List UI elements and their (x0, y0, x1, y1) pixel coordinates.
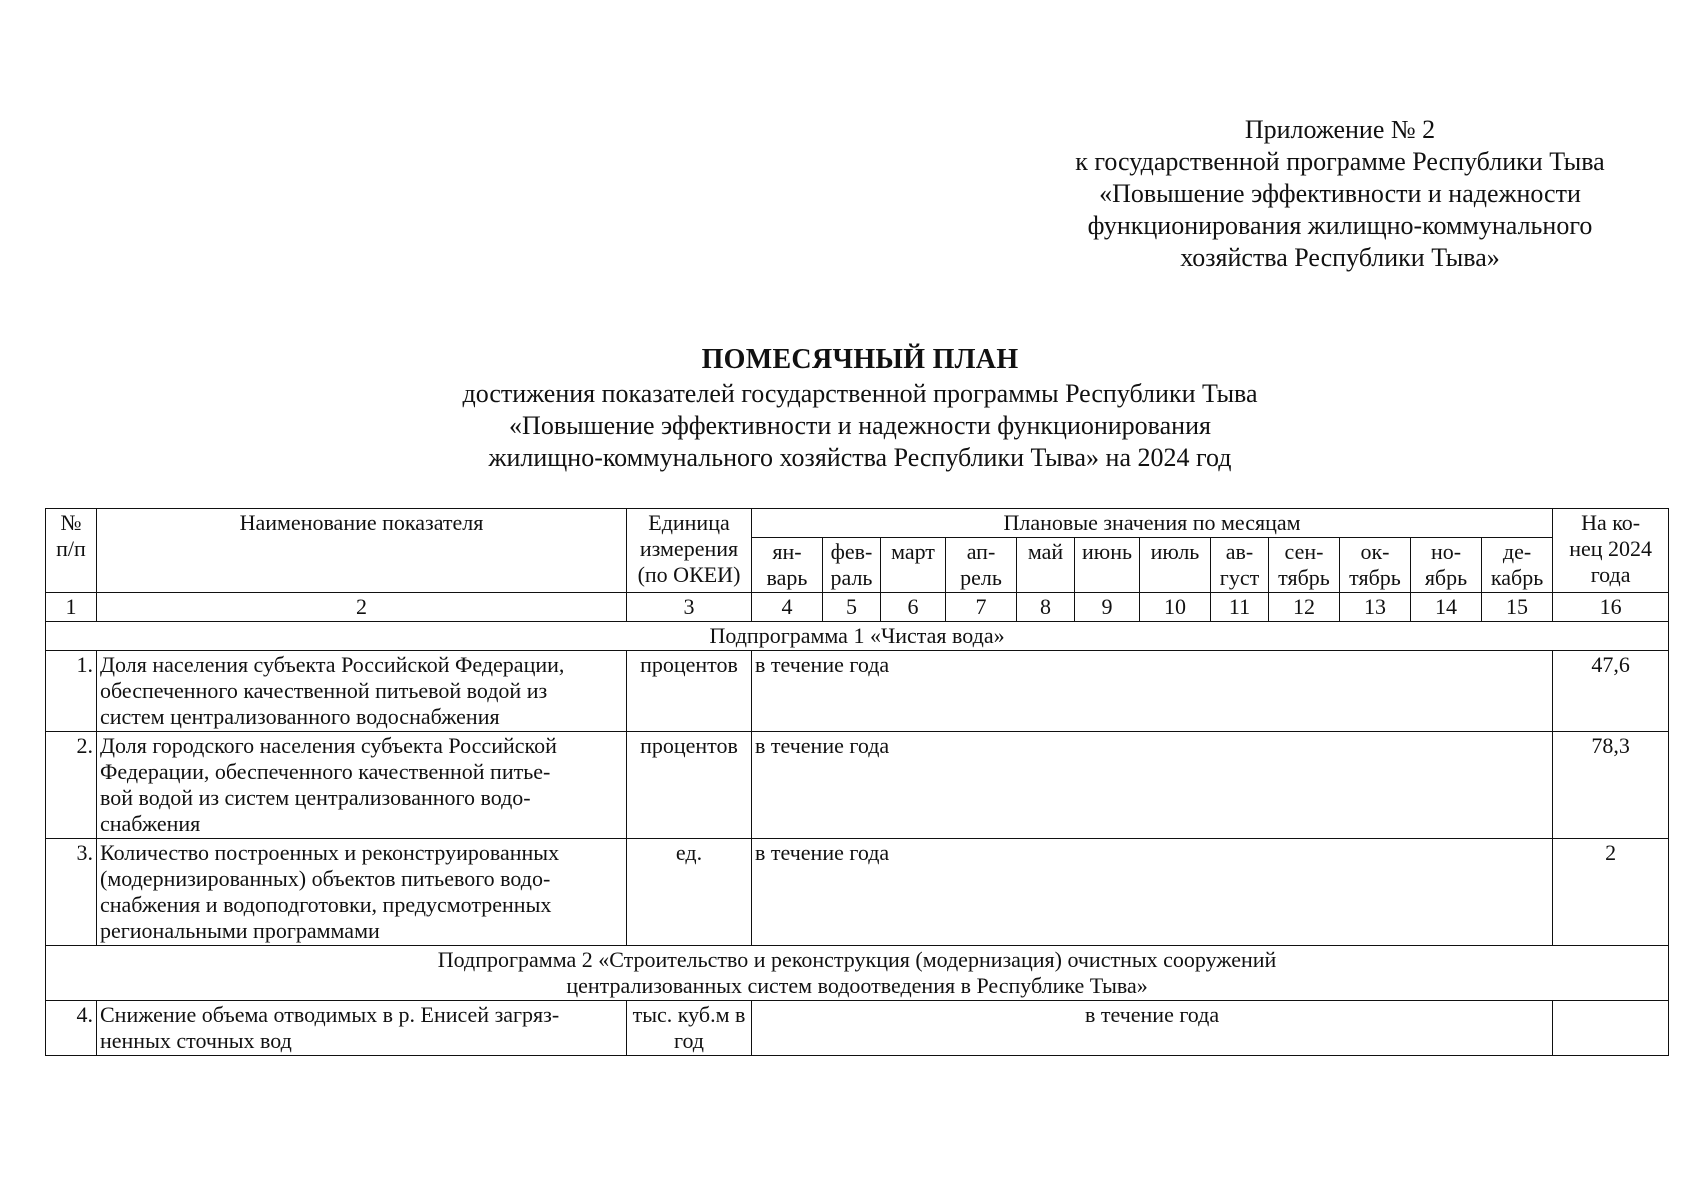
appendix-block (1050, 114, 1630, 274)
indicator-name-line: снабжения и водоподготовки, предусмотренных (100, 892, 552, 917)
unit-cell: тыс. куб.м в год (627, 1001, 752, 1056)
month-text: июль (1150, 539, 1200, 564)
indicator-name (97, 839, 627, 946)
month-text: но- (1430, 539, 1462, 564)
appendix-line: к государственной программе Республики Тыва (1075, 147, 1605, 176)
header-num (46, 509, 97, 593)
header-text: На ко- (1581, 510, 1641, 535)
month-text: май (1027, 539, 1064, 564)
month-text: ав- (1225, 539, 1254, 564)
col-number: 2 (97, 593, 627, 622)
title-line: «Повышение эффективности и надежности функционирования (509, 411, 1211, 440)
header-text: (по ОКЕИ) (637, 562, 741, 587)
subprogram-1-title: Подпрограмма 1 «Чистая вода» (46, 622, 1669, 651)
col-number: 7 (946, 593, 1017, 622)
end-value-cell: 47,6 (1553, 651, 1669, 732)
column-number-row (46, 593, 1669, 622)
indicator-name (97, 732, 627, 839)
row-number: 4. (46, 1001, 97, 1056)
header-end-of-year (1553, 509, 1669, 593)
appendix-line: «Повышение эффективности и надежности (1099, 179, 1581, 208)
appendix-line: функционирования жилищно-коммунального (1087, 211, 1593, 240)
month-text: март (891, 539, 935, 564)
unit-cell: процентов (627, 651, 752, 732)
month-text: ябрь (1424, 565, 1468, 590)
month-text: фев- (830, 539, 873, 564)
month-text: раль (830, 565, 873, 590)
subprogram-row (46, 622, 1669, 651)
col-number: 6 (881, 593, 946, 622)
month-september (1269, 538, 1340, 593)
month-november (1411, 538, 1482, 593)
month-april (946, 538, 1017, 593)
month-march (881, 538, 946, 593)
month-text: кабрь (1490, 565, 1544, 590)
period-cell: в течение года (752, 1001, 1553, 1056)
month-text: тябрь (1349, 565, 1401, 590)
col-number: 13 (1340, 593, 1411, 622)
col-number: 9 (1075, 593, 1140, 622)
month-text: варь (766, 565, 808, 590)
col-number: 5 (823, 593, 881, 622)
indicator-name-line: региональными программами (100, 918, 380, 943)
month-text: де- (1502, 539, 1532, 564)
col-number: 16 (1553, 593, 1669, 622)
document-title (380, 342, 1340, 474)
row-number: 2. (46, 732, 97, 839)
subprogram-row (46, 946, 1669, 1001)
title-line: достижения показателей государственной программы Республики Тыва (462, 379, 1258, 408)
indicator-name-line: систем централизованного водоснабжения (100, 704, 500, 729)
indicator-name-line: Федерации, обеспеченного качественной питье- (100, 759, 551, 784)
header-row (46, 509, 1669, 538)
indicator-name-line: Снижение объема отводимых в р. Енисей загряз- (100, 1002, 560, 1027)
table-row (46, 1001, 1669, 1056)
indicator-name-line: ненных сточных вод (100, 1028, 292, 1053)
subprogram-2-line: Подпрограмма 2 «Строительство и реконструкция (модернизация) очистных сооружений (437, 947, 1277, 972)
title-main: ПОМЕСЯЧНЫЙ ПЛАН (701, 344, 1019, 375)
header-text: года (1590, 562, 1631, 587)
row-number: 1. (46, 651, 97, 732)
header-unit (627, 509, 752, 593)
unit-cell: процентов (627, 732, 752, 839)
col-number: 15 (1482, 593, 1553, 622)
plan-table (45, 508, 1669, 1056)
end-value-cell: 2 (1553, 839, 1669, 946)
month-october (1340, 538, 1411, 593)
indicator-name-line: Доля городского населения субъекта Российской (100, 733, 557, 758)
row-number: 3. (46, 839, 97, 946)
month-july (1140, 538, 1211, 593)
indicator-name (97, 651, 627, 732)
month-february (823, 538, 881, 593)
title-line: жилищно-коммунального хозяйства Республики Тыва» на 2024 год (488, 443, 1232, 472)
indicator-name (97, 1001, 627, 1056)
subprogram-2-title (46, 946, 1669, 1001)
month-text: июнь (1081, 539, 1132, 564)
month-text: тябрь (1278, 565, 1330, 590)
indicator-name-line: снабжения (100, 811, 201, 836)
end-value-cell: 78,3 (1553, 732, 1669, 839)
unit-cell: ед. (627, 839, 752, 946)
month-january (752, 538, 823, 593)
appendix-line: хозяйства Республики Тыва» (1180, 243, 1500, 272)
header-text: Единица (648, 510, 730, 535)
col-number: 11 (1211, 593, 1269, 622)
table-row (46, 839, 1669, 946)
indicator-name-line: обеспеченного качественной питьевой водой из (100, 678, 548, 703)
month-text: густ (1219, 565, 1260, 590)
header-name: Наименование показателя (97, 509, 627, 593)
month-text: ап- (966, 539, 996, 564)
indicator-name-line: Количество построенных и реконструированных (100, 840, 560, 865)
period-cell: в течение года (752, 839, 1553, 946)
header-text: измерения (639, 536, 739, 561)
col-number: 12 (1269, 593, 1340, 622)
table-row (46, 732, 1669, 839)
col-number: 1 (46, 593, 97, 622)
month-text: сен- (1284, 539, 1324, 564)
indicator-name-line: Доля населения субъекта Российской Федерации, (100, 652, 565, 677)
header-planned: Плановые значения по месяцам (752, 509, 1553, 538)
table-row (46, 651, 1669, 732)
month-may (1017, 538, 1075, 593)
month-text: рель (960, 565, 1002, 590)
subprogram-2-line: централизованных систем водоотведения в Республике Тыва» (566, 973, 1148, 998)
period-cell: в течение года (752, 732, 1553, 839)
period-cell: в течение года (752, 651, 1553, 732)
header-text: № (60, 510, 82, 535)
appendix-line: Приложение № 2 (1244, 115, 1436, 144)
col-number: 14 (1411, 593, 1482, 622)
col-number: 3 (627, 593, 752, 622)
month-august (1211, 538, 1269, 593)
indicator-name-line: (модернизированных) объектов питьевого водо- (100, 866, 551, 891)
month-december (1482, 538, 1553, 593)
month-text: ок- (1360, 539, 1390, 564)
col-number: 4 (752, 593, 823, 622)
month-text: ян- (772, 539, 802, 564)
month-june (1075, 538, 1140, 593)
indicator-name-line: вой водой из систем централизованного водо- (100, 785, 531, 810)
end-value-cell (1553, 1001, 1669, 1056)
header-text: нец 2024 (1569, 536, 1653, 561)
col-number: 8 (1017, 593, 1075, 622)
col-number: 10 (1140, 593, 1211, 622)
header-text: п/п (56, 536, 86, 561)
